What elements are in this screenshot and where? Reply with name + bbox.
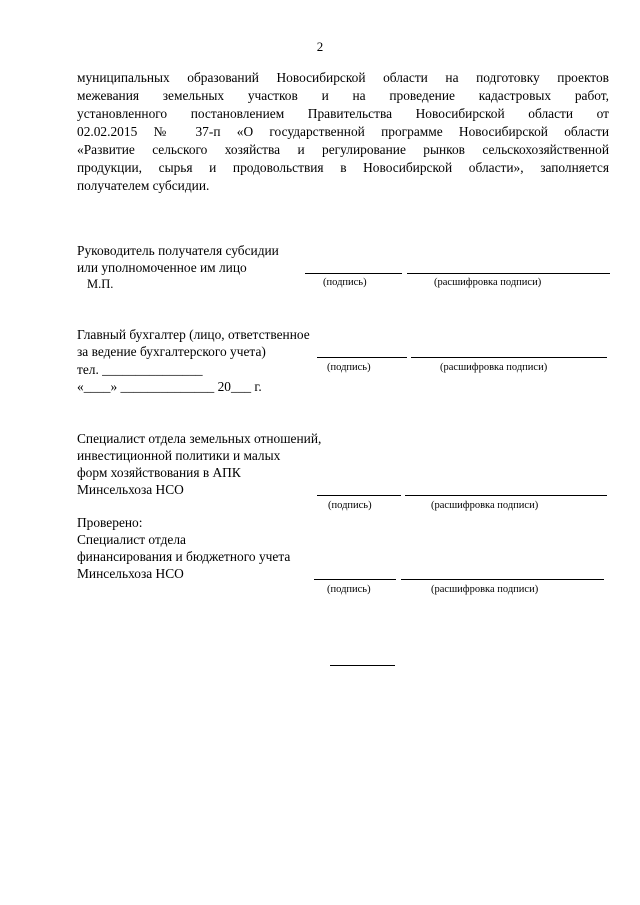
stamp-label: М.П.: [87, 277, 114, 291]
decoding-caption: (расшифровка подписи): [434, 277, 542, 288]
decoding-line: [407, 273, 610, 274]
paragraph-line: установленного постановлением Правительства Новосибирской области от: [77, 106, 609, 121]
verified-label: Проверено:: [77, 515, 143, 530]
decoding-line: [401, 579, 604, 580]
specialist-title-line: Минсельхоза НСО: [77, 482, 184, 497]
specialist-title-line: инвестиционной политики и малых: [77, 448, 281, 463]
decoding-caption: (расшифровка подписи): [440, 362, 548, 373]
signature-line: [314, 579, 396, 580]
decoding-line: [411, 357, 607, 358]
head-title-line: Руководитель получателя субсидии: [77, 243, 279, 258]
paragraph-line: межевания земельных участков и на проведение кадастровых работ,: [77, 88, 609, 103]
specialist-title-line: форм хозяйствования в АПК: [77, 465, 241, 480]
paragraph-line: продукции, сырья и продовольствия в Новосибирской области», заполняется: [77, 160, 609, 175]
decoding-caption: (расшифровка подписи): [431, 500, 539, 511]
accountant-title-line: Главный бухгалтер (лицо, ответственное: [77, 327, 310, 342]
date-field: «____» ______________ 20___ г.: [77, 379, 262, 394]
specialist-title-line: Специалист отдела земельных отношений,: [77, 431, 322, 446]
decoding-caption: (расшифровка подписи): [431, 584, 539, 595]
verifier-title-line: финансирования и бюджетного учета: [77, 549, 291, 564]
verifier-title-line: Специалист отдела: [77, 532, 187, 547]
paragraph-line: получателем субсидии.: [77, 178, 210, 193]
signature-caption: (подпись): [323, 277, 367, 288]
phone-field: тел. _______________: [77, 362, 203, 377]
head-title-line: или уполномоченное им лицо: [77, 260, 247, 275]
end-of-document-rule: [330, 665, 395, 666]
signature-line: [305, 273, 402, 274]
paragraph-line: 02.02.2015 № 37-п «О государственной программе Новосибирской области: [77, 124, 609, 139]
accountant-title-line: за ведение бухгалтерского учета): [77, 344, 266, 359]
signature-caption: (подпись): [327, 584, 371, 595]
signature-caption: (подпись): [328, 500, 372, 511]
signature-caption: (подпись): [327, 362, 371, 373]
signature-line: [317, 495, 401, 496]
page-number: 2: [316, 39, 324, 54]
signature-line: [317, 357, 407, 358]
decoding-line: [405, 495, 607, 496]
paragraph-line: «Развитие сельского хозяйства и регулирование рынков сельскохозяйственной: [77, 142, 609, 157]
paragraph-line: муниципальных образований Новосибирской области на подготовку проектов: [77, 70, 609, 85]
verifier-title-line: Минсельхоза НСО: [77, 566, 184, 581]
intro-paragraph: [77, 69, 609, 195]
